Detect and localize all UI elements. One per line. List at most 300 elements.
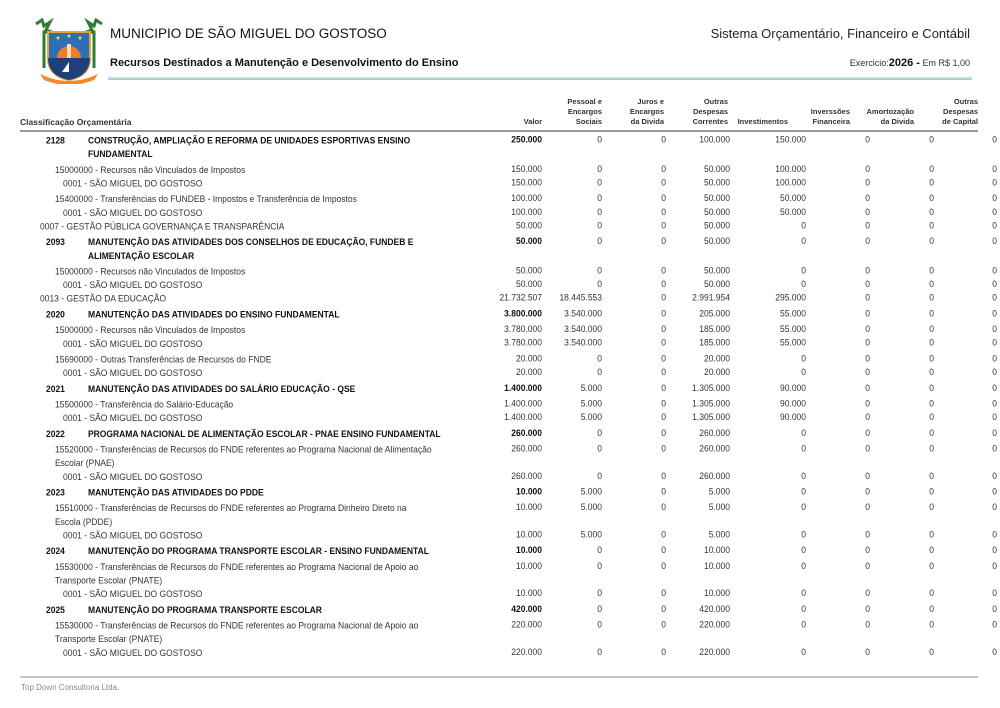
cell-value: 0: [992, 206, 997, 217]
cell-value: 0: [661, 163, 666, 174]
cell-value: 185.000: [699, 337, 730, 348]
cell-value: 0: [597, 220, 602, 231]
cell-value: 0: [597, 265, 602, 276]
row-label: 15520000 - Transferências de Recursos do FNDE referentes ao Programa Nacional de Alimentação Escolar (PNAE): [55, 444, 432, 469]
cell-value: 0: [597, 134, 602, 145]
cell-value: 295.000: [775, 292, 806, 303]
cell-value: 0: [929, 308, 934, 319]
system-name: Sistema Orçamentário, Financeiro e Contábil: [710, 26, 970, 41]
cell-value: 3.540.000: [564, 337, 602, 348]
cell-value: 10.000: [516, 501, 542, 513]
cell-value: 0: [992, 353, 997, 364]
cell-value: 260.000: [511, 427, 542, 438]
cell-value: 50.000: [516, 278, 542, 290]
cell-value: 150.000: [511, 163, 542, 174]
cell-value: 0: [661, 235, 666, 247]
row-label: 15500000 - Transferência do Salário-Educação: [55, 399, 234, 410]
row-label-continuation: Transporte Escolar (PNATE): [55, 633, 163, 645]
cell-value: 0: [801, 220, 806, 231]
cell-value: 0: [929, 398, 934, 409]
action-code: 2023: [46, 487, 65, 498]
cell-value: 220.000: [511, 646, 542, 657]
cell-value: 5.000: [708, 486, 730, 497]
action-code: 2022: [46, 428, 65, 439]
row-label: 0001 - SÃO MIGUEL DO GOSTOSO: [63, 647, 203, 658]
cell-value: 0: [865, 443, 870, 454]
cell-value: 50.000: [516, 220, 542, 231]
cell-value: 0: [865, 470, 870, 481]
row-label: 15530000 - Transferências de Recursos do FNDE referentes ao Programa Nacional de Apoio ao Transporte Escolar (PNATE): [55, 620, 419, 645]
row-label: 0001 - SÃO MIGUEL DO GOSTOSO: [63, 367, 203, 379]
cell-value: 0: [929, 278, 934, 290]
cell-value: 0: [661, 177, 666, 188]
cell-value: 3.540.000: [564, 308, 602, 319]
currency-unit: Em R$ 1,00: [922, 58, 970, 68]
action-code: 2020: [46, 309, 65, 320]
footer-company: Top Down Consultoria Ltda.: [21, 683, 120, 692]
row-label: 15530000 - Transferências de Recursos do FNDE referentes ao Programa Nacional de Apoio ao Transporte Escolar (PNATE): [55, 561, 419, 586]
cell-value: 50.000: [704, 278, 730, 290]
cell-value: 0: [597, 192, 602, 204]
action-code: 2025: [46, 604, 65, 615]
cell-value: 20.000: [704, 366, 730, 378]
cell-value: 220.000: [699, 646, 730, 657]
row-label-continuation: Transporte Escolar (PNATE): [55, 575, 163, 586]
cell-value: 20.000: [704, 353, 730, 364]
cell-value: 1.305.000: [692, 382, 730, 393]
action-code: 2024: [46, 545, 65, 557]
cell-value: 5.000: [580, 529, 602, 540]
cell-value: 0: [661, 427, 666, 438]
cell-value: 0: [865, 192, 870, 204]
cell-value: 10.000: [516, 544, 542, 556]
cell-value: 0: [929, 470, 934, 481]
cell-value: 0: [929, 366, 934, 378]
col-juros: Juros e Encargos da Divida: [629, 97, 664, 126]
cell-value: 0: [661, 265, 666, 276]
cell-value: 0: [992, 411, 997, 423]
cell-value: 50.000: [704, 235, 730, 247]
cell-value: 0: [992, 366, 997, 378]
cell-value: 50.000: [704, 220, 730, 231]
cell-value: 5.000: [708, 529, 730, 540]
cell-value: 150.000: [511, 177, 542, 188]
action-code: 2093: [46, 236, 65, 248]
table-header: [20, 94, 978, 132]
cell-value: 0: [929, 529, 934, 540]
cell-value: 10.000: [704, 587, 730, 599]
cell-value: 55.000: [780, 308, 806, 319]
cell-value: 0: [865, 398, 870, 409]
cell-value: 0: [801, 278, 806, 290]
cell-value: 0: [992, 603, 997, 614]
cell-value: 0: [865, 382, 870, 393]
cell-value: 0: [865, 235, 870, 247]
cell-value: 50.000: [780, 192, 806, 204]
row-label: MANUTENÇÃO DAS ATIVIDADES DO SALÁRIO EDUCAÇÃO - QSE: [88, 383, 356, 394]
cell-value: 0: [929, 646, 934, 657]
cell-value: 0: [992, 470, 997, 481]
cell-value: 0: [597, 470, 602, 481]
cell-value: 1.400.000: [504, 382, 542, 393]
col-valor: Valor: [523, 117, 542, 126]
row-label: 0001 - SÃO MIGUEL DO GOSTOSO: [63, 338, 203, 349]
cell-value: 50.000: [704, 177, 730, 188]
cell-value: 0: [929, 337, 934, 348]
row-label: MANUTENÇÃO DO PROGRAMA TRANSPORTE ESCOLAR: [88, 604, 322, 615]
row-label: 15690000 - Outras Transferências de Recursos do FNDE: [55, 354, 272, 365]
cell-value: 0: [992, 134, 997, 145]
cell-value: 0: [661, 443, 666, 454]
cell-value: 0: [597, 235, 602, 247]
cell-value: 0: [929, 603, 934, 614]
cell-value: 0: [661, 587, 666, 599]
cell-value: 10.000: [704, 560, 730, 571]
cell-value: 260.000: [699, 443, 730, 454]
cell-value: 0: [865, 646, 870, 657]
cell-value: 0: [865, 353, 870, 364]
exercise-year: 2026 -: [888, 57, 920, 69]
cell-value: 10.000: [704, 544, 730, 556]
cell-value: 0: [992, 265, 997, 276]
municipal-coat-of-arms-icon: [32, 18, 106, 84]
cell-value: 0: [661, 398, 666, 409]
cell-value: 50.000: [704, 206, 730, 217]
row-label: MANUTENÇÃO DAS ATIVIDADES DOS CONSELHOS DE EDUCAÇÃO, FUNDEB E ALIMENTAÇÃO ESCOLAR: [88, 236, 414, 261]
cell-value: 0: [597, 587, 602, 599]
cell-value: 0: [661, 560, 666, 571]
footer-divider: [20, 676, 978, 678]
row-label: 15400000 - Transferências do FUNDEB - Impostos e Transferência de Impostos: [55, 193, 357, 205]
row-label: 0001 - SÃO MIGUEL DO GOSTOSO: [63, 178, 203, 189]
cell-value: 100.000: [775, 177, 806, 188]
cell-value: 0: [661, 382, 666, 393]
cell-value: 0: [929, 619, 934, 630]
exercise-label: Exercicio:: [849, 58, 889, 68]
cell-value: 0: [597, 366, 602, 378]
cell-value: 0: [801, 353, 806, 364]
cell-value: 0: [661, 220, 666, 231]
cell-value: 0: [661, 308, 666, 319]
row-label: 15000000 - Recursos não Vinculados de Impostos: [55, 266, 246, 277]
cell-value: 0: [661, 292, 666, 303]
cell-value: 10.000: [516, 560, 542, 571]
cell-value: 0: [865, 486, 870, 497]
cell-value: 0: [929, 323, 934, 335]
cell-value: 0: [865, 323, 870, 335]
col-investimentos: Investimentos: [737, 117, 788, 126]
cell-value: 0: [929, 192, 934, 204]
cell-value: 0: [661, 411, 666, 423]
action-code: 2128: [46, 135, 65, 146]
row-label: MANUTENÇÃO DAS ATIVIDADES DO PDDE: [88, 487, 264, 498]
cell-value: 1.400.000: [504, 411, 542, 423]
cell-value: 0: [865, 544, 870, 556]
cell-value: 0: [865, 501, 870, 513]
cell-value: 0: [801, 443, 806, 454]
col-pessoal: Pessoal e Encargos Sociais: [567, 97, 602, 126]
cell-value: 5.000: [580, 411, 602, 423]
cell-value: 3.540.000: [564, 323, 602, 335]
cell-value: 100.000: [699, 134, 730, 145]
cell-value: 0: [661, 278, 666, 290]
cell-value: 0: [865, 177, 870, 188]
cell-value: 0: [865, 292, 870, 303]
cell-value: 5.000: [580, 382, 602, 393]
cell-value: 55.000: [780, 337, 806, 348]
col-classificacao: Classificação Orçamentária: [20, 117, 132, 127]
cell-value: 10.000: [516, 587, 542, 599]
cell-value: 0: [992, 235, 997, 247]
cell-value: 0: [865, 163, 870, 174]
cell-value: 1.400.000: [504, 398, 542, 409]
row-label-continuation: Escola (PDDE): [55, 516, 113, 527]
cell-value: 150.000: [775, 134, 806, 145]
row-label: 15000000 - Recursos não Vinculados de Impostos: [55, 324, 246, 336]
cell-value: 0: [597, 278, 602, 290]
cell-value: 0: [801, 470, 806, 481]
cell-value: 220.000: [511, 619, 542, 630]
cell-value: 0: [992, 382, 997, 393]
cell-value: 0: [929, 587, 934, 599]
cell-value: 0: [661, 619, 666, 630]
cell-value: 0: [992, 192, 997, 204]
cell-value: 3.800.000: [504, 308, 542, 319]
row-label: PROGRAMA NACIONAL DE ALIMENTAÇÃO ESCOLAR - PNAE ENSINO FUNDAMENTAL: [88, 428, 441, 439]
cell-value: 1.305.000: [692, 398, 730, 409]
cell-value: 0: [992, 501, 997, 513]
cell-value: 0: [801, 427, 806, 438]
cell-value: 0: [661, 486, 666, 497]
cell-value: 90.000: [780, 398, 806, 409]
cell-value: 0: [929, 163, 934, 174]
cell-value: 0: [801, 619, 806, 630]
cell-value: 5.000: [708, 501, 730, 513]
cell-value: 0: [992, 646, 997, 657]
cell-value: 0: [865, 366, 870, 378]
cell-value: 20.000: [516, 353, 542, 364]
row-label: CONSTRUÇÃO, AMPLIAÇÃO E REFORMA DE UNIDADES ESPORTIVAS ENSINO FUNDAMENTAL: [88, 135, 411, 160]
cell-value: 0: [865, 587, 870, 599]
report-title: Recursos Destinados a Manutenção e Desenvolvimento do Ensino: [110, 57, 459, 69]
cell-value: 0: [801, 646, 806, 657]
cell-value: 0: [992, 544, 997, 556]
cell-value: 5.000: [580, 486, 602, 497]
cell-value: 50.000: [780, 206, 806, 217]
cell-value: 0: [929, 353, 934, 364]
cell-value: 0: [992, 443, 997, 454]
cell-value: 50.000: [704, 192, 730, 204]
row-label: MANUTENÇÃO DAS ATIVIDADES DO ENSINO FUNDAMENTAL: [88, 309, 340, 320]
cell-value: 0: [661, 323, 666, 335]
col-outras-capital: Outras Despesas de Capital: [942, 97, 978, 126]
cell-value: 0: [992, 529, 997, 540]
cell-value: 0: [992, 560, 997, 571]
cell-value: 0: [661, 192, 666, 204]
col-outras-correntes: Outras Despesas Correntes: [692, 97, 728, 126]
cell-value: 0: [929, 544, 934, 556]
cell-value: 0: [597, 603, 602, 614]
cell-value: 0: [801, 587, 806, 599]
cell-value: 0: [661, 470, 666, 481]
cell-value: 0: [661, 337, 666, 348]
cell-value: 250.000: [511, 134, 542, 145]
cell-value: 100.000: [511, 192, 542, 204]
cell-value: 0: [661, 603, 666, 614]
cell-value: 0: [801, 560, 806, 571]
cell-value: 21.732.507: [499, 292, 542, 303]
cell-value: 0: [929, 220, 934, 231]
cell-value: 0: [801, 366, 806, 378]
cell-value: 420.000: [699, 603, 730, 614]
cell-value: 0: [992, 308, 997, 319]
row-label: 0013 - GESTÃO DA EDUCAÇÃO: [40, 293, 167, 304]
cell-value: 0: [597, 163, 602, 174]
cell-value: 0: [992, 177, 997, 188]
cell-value: 260.000: [511, 443, 542, 454]
municipality-name: MUNICIPIO DE SÃO MIGUEL DO GOSTOSO: [110, 26, 387, 41]
cell-value: 0: [865, 265, 870, 276]
cell-value: 0: [801, 501, 806, 513]
cell-value: 205.000: [699, 308, 730, 319]
cell-value: 10.000: [516, 529, 542, 540]
cell-value: 0: [992, 278, 997, 290]
action-code: 2021: [46, 383, 65, 394]
cell-value: 0: [865, 308, 870, 319]
row-label-continuation: ALIMENTAÇÃO ESCOLAR: [88, 250, 195, 261]
cell-value: 0: [597, 619, 602, 630]
cell-value: 0: [992, 292, 997, 303]
cell-value: 0: [992, 163, 997, 174]
cell-value: 55.000: [780, 323, 806, 335]
row-label: 0001 - SÃO MIGUEL DO GOSTOSO: [63, 279, 203, 291]
cell-value: 0: [992, 427, 997, 438]
cell-value: 0: [929, 443, 934, 454]
cell-value: 50.000: [704, 163, 730, 174]
cell-value: 0: [865, 278, 870, 290]
cell-value: 0: [801, 603, 806, 614]
cell-value: 50.000: [516, 235, 542, 247]
cell-value: 0: [661, 353, 666, 364]
cell-value: 0: [661, 206, 666, 217]
cell-value: 0: [992, 323, 997, 335]
cell-value: 90.000: [780, 382, 806, 393]
cell-value: 0: [929, 134, 934, 145]
cell-value: 0: [929, 292, 934, 303]
cell-value: 0: [865, 411, 870, 423]
cell-value: 3.780.000: [504, 337, 542, 348]
cell-value: 0: [801, 235, 806, 247]
cell-value: 50.000: [516, 265, 542, 276]
cell-value: 0: [929, 411, 934, 423]
cell-value: 0: [597, 427, 602, 438]
cell-value: 0: [865, 134, 870, 145]
cell-value: 0: [929, 501, 934, 513]
col-inversoes: Inverssões Financeira: [810, 107, 850, 126]
col-amortizacao: Amortozação da Divida: [866, 107, 914, 126]
cell-value: 100.000: [511, 206, 542, 217]
cell-value: 0: [865, 619, 870, 630]
cell-value: 0: [597, 646, 602, 657]
cell-value: 0: [865, 220, 870, 231]
cell-value: 0: [661, 366, 666, 378]
cell-value: 0: [992, 398, 997, 409]
cell-value: 0: [801, 486, 806, 497]
cell-value: 50.000: [704, 265, 730, 276]
cell-value: 5.000: [580, 398, 602, 409]
row-label: 15510000 - Transferências de Recursos do FNDE referentes ao Programa Dinheiro Direto na Escola (PDDE): [55, 502, 407, 527]
cell-value: 0: [929, 560, 934, 571]
cell-value: 20.000: [516, 366, 542, 378]
cell-value: 5.000: [580, 501, 602, 513]
cell-value: 0: [929, 486, 934, 497]
cell-value: 1.305.000: [692, 411, 730, 423]
cell-value: 260.000: [699, 427, 730, 438]
cell-value: 185.000: [699, 323, 730, 335]
cell-value: 0: [801, 529, 806, 540]
exercise-info: [850, 57, 970, 69]
cell-value: 0: [661, 501, 666, 513]
cell-value: 0: [992, 619, 997, 630]
row-label: 15000000 - Recursos não Vinculados de Impostos: [55, 164, 246, 175]
row-label: MANUTENÇÃO DO PROGRAMA TRANSPORTE ESCOLAR - ENSINO FUNDAMENTAL: [88, 545, 429, 557]
cell-value: 0: [929, 235, 934, 247]
cell-value: 0: [865, 603, 870, 614]
cell-value: 0: [992, 587, 997, 599]
cell-value: 220.000: [699, 619, 730, 630]
row-label: 0001 - SÃO MIGUEL DO GOSTOSO: [63, 530, 203, 541]
cell-value: 0: [597, 544, 602, 556]
cell-value: 0: [597, 177, 602, 188]
cell-value: 0: [992, 337, 997, 348]
cell-value: 0: [661, 134, 666, 145]
cell-value: 0: [929, 265, 934, 276]
cell-value: 0: [661, 544, 666, 556]
cell-value: 0: [801, 265, 806, 276]
row-label: 0007 - GESTÃO PÚBLICA GOVERNANÇA E TRANSPARÊNCIA: [40, 221, 285, 232]
cell-value: 0: [865, 206, 870, 217]
cell-value: 0: [597, 443, 602, 454]
cell-value: 0: [865, 337, 870, 348]
cell-value: 0: [597, 560, 602, 571]
cell-value: 90.000: [780, 411, 806, 423]
cell-value: 0: [661, 529, 666, 540]
cell-value: 0: [865, 529, 870, 540]
row-label-continuation: Escolar (PNAE): [55, 457, 115, 469]
header-divider: [108, 77, 972, 80]
cell-value: 10.000: [516, 486, 542, 497]
cell-value: 0: [865, 427, 870, 438]
row-label: 0001 - SÃO MIGUEL DO GOSTOSO: [63, 588, 203, 600]
row-label-continuation: FUNDAMENTAL: [88, 148, 153, 160]
cell-value: 3.780.000: [504, 323, 542, 335]
row-label: 0001 - SÃO MIGUEL DO GOSTOSO: [63, 207, 203, 218]
cell-value: 0: [929, 177, 934, 188]
cell-value: 100.000: [775, 163, 806, 174]
cell-value: 0: [929, 427, 934, 438]
cell-value: 0: [597, 206, 602, 217]
cell-value: 420.000: [511, 603, 542, 614]
cell-value: 2.991.954: [692, 292, 730, 303]
cell-value: 260.000: [699, 470, 730, 481]
cell-value: 0: [929, 206, 934, 217]
cell-value: 0: [992, 220, 997, 231]
row-label: 0001 - SÃO MIGUEL DO GOSTOSO: [63, 412, 203, 424]
cell-value: 0: [929, 382, 934, 393]
row-label: 0001 - SÃO MIGUEL DO GOSTOSO: [63, 471, 203, 482]
cell-value: 0: [992, 486, 997, 497]
cell-value: 0: [865, 560, 870, 571]
